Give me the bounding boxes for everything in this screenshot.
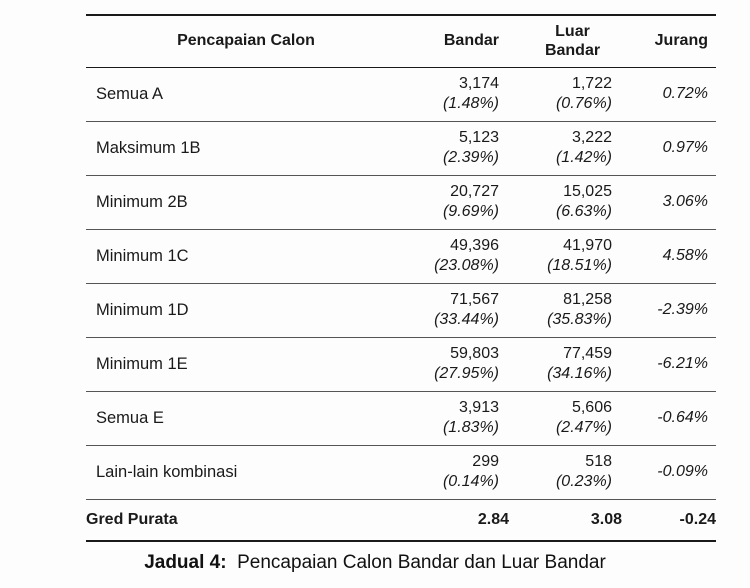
row-label: Maksimum 1B (96, 138, 201, 157)
table-row (86, 67, 716, 121)
cell-jurang: 0.97% (662, 139, 708, 156)
bandar-count: 59,803 (450, 345, 499, 362)
luar-bandar-count: 1,722 (571, 75, 612, 92)
row-label: Semua E (96, 408, 164, 427)
footer-row (86, 499, 716, 541)
luar-bandar-percent: (35.83%) (547, 311, 612, 328)
table-row (86, 175, 716, 229)
bandar-count: 3,913 (458, 399, 499, 416)
cell-jurang: 3.06% (662, 193, 708, 210)
luar-bandar-count: 81,258 (563, 291, 612, 308)
bandar-count: 71,567 (450, 291, 499, 308)
cell-jurang: -0.64% (657, 409, 708, 426)
cell-luar-bandar (509, 121, 622, 175)
cell-jurang: 0.72% (662, 85, 708, 102)
bandar-percent: (1.48%) (442, 95, 499, 112)
cell-luar-bandar (509, 67, 622, 121)
luar-bandar-count: 518 (585, 453, 612, 470)
footer-luar: 3.08 (590, 510, 622, 528)
row-label: Minimum 1D (96, 300, 189, 319)
table-row (86, 391, 716, 445)
caption-text: Pencapaian Calon Bandar dan Luar Bandar (237, 552, 606, 573)
footer-gap: -0.24 (679, 510, 716, 528)
luar-bandar-percent: (34.16%) (547, 365, 612, 382)
results-table (86, 14, 716, 542)
cell-luar-bandar (509, 391, 622, 445)
bandar-count: 5,123 (458, 129, 499, 146)
luar-bandar-percent: (0.23%) (555, 473, 612, 490)
cell-bandar (406, 445, 509, 499)
row-label: Minimum 1C (96, 246, 189, 265)
luar-bandar-count: 3,222 (571, 129, 612, 146)
header-luar-line2: Bandar (544, 42, 601, 60)
cell-bandar (406, 121, 509, 175)
caption-label: Jadual 4 (144, 552, 221, 573)
header-pencapaian-calon: Pencapaian Calon (177, 32, 315, 50)
cell-bandar (406, 391, 509, 445)
bandar-percent: (0.14%) (442, 473, 499, 490)
table-body (86, 67, 716, 499)
header-jurang: Jurang (654, 32, 708, 50)
table-row (86, 121, 716, 175)
table-header (86, 15, 716, 67)
cell-bandar (406, 283, 509, 337)
header-bandar: Bandar (443, 32, 499, 50)
footer-label: Gred Purata (86, 510, 178, 528)
cell-bandar (406, 229, 509, 283)
table-footer (86, 499, 716, 541)
table-row (86, 283, 716, 337)
luar-bandar-percent: (2.47%) (555, 419, 612, 436)
luar-bandar-count: 5,606 (571, 399, 612, 416)
row-label: Minimum 2B (96, 192, 188, 211)
bandar-percent: (2.39%) (442, 149, 499, 166)
bandar-count: 49,396 (450, 237, 499, 254)
table-caption (0, 552, 750, 574)
bandar-percent: (27.95%) (434, 365, 499, 382)
bandar-count: 3,174 (458, 75, 499, 92)
luar-bandar-count: 15,025 (563, 183, 612, 200)
header-luar-line1: Luar (555, 23, 590, 41)
bandar-percent: (33.44%) (434, 311, 499, 328)
cell-jurang: 4.58% (662, 247, 708, 264)
table-row (86, 229, 716, 283)
cell-jurang: -0.09% (657, 463, 708, 480)
cell-jurang: -6.21% (657, 355, 708, 372)
luar-bandar-count: 77,459 (563, 345, 612, 362)
header-row (86, 15, 716, 67)
footer-bandar: 2.84 (477, 510, 509, 528)
row-label: Minimum 1E (96, 354, 188, 373)
luar-bandar-percent: (6.63%) (555, 203, 612, 220)
bandar-count: 299 (472, 453, 499, 470)
bandar-count: 20,727 (450, 183, 499, 200)
cell-bandar (406, 67, 509, 121)
row-label: Lain-lain kombinasi (96, 462, 238, 481)
cell-luar-bandar (509, 445, 622, 499)
cell-bandar (406, 337, 509, 391)
cell-luar-bandar (509, 175, 622, 229)
caption-separator: : (220, 552, 227, 573)
cell-luar-bandar (509, 337, 622, 391)
table-row (86, 337, 716, 391)
cell-bandar (406, 175, 509, 229)
luar-bandar-percent: (0.76%) (555, 95, 612, 112)
luar-bandar-count: 41,970 (563, 237, 612, 254)
header-luar-bandar (509, 15, 622, 67)
luar-bandar-percent: (18.51%) (547, 257, 612, 274)
bandar-percent: (9.69%) (442, 203, 499, 220)
cell-luar-bandar (509, 229, 622, 283)
table-row (86, 445, 716, 499)
luar-bandar-percent: (1.42%) (555, 149, 612, 166)
row-label: Semua A (96, 84, 163, 103)
bandar-percent: (1.83%) (442, 419, 499, 436)
bandar-percent: (23.08%) (434, 257, 499, 274)
cell-luar-bandar (509, 283, 622, 337)
cell-jurang: -2.39% (657, 301, 708, 318)
